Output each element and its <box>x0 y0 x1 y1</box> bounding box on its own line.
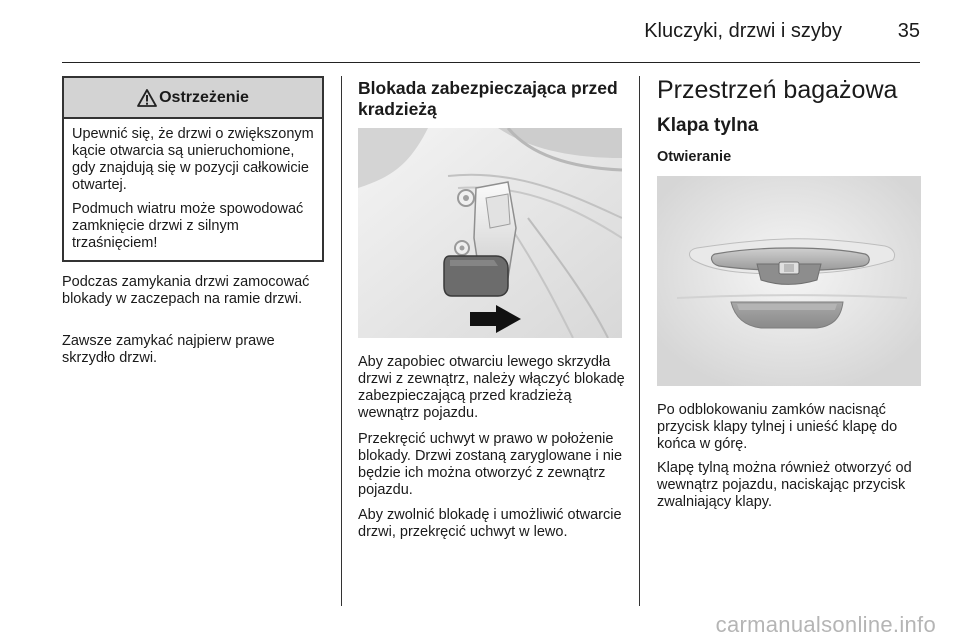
section-title: Przestrzeń bagażowa <box>657 76 898 104</box>
column-divider-right <box>639 76 640 606</box>
subsection-title: Klapa tylna <box>657 115 759 136</box>
warning-triangle-icon <box>137 89 157 107</box>
anti-theft-lock-illustration <box>358 128 622 338</box>
warning-title: Ostrzeżenie <box>159 88 249 106</box>
page-number: 35 <box>897 20 920 42</box>
warning-box <box>62 76 324 262</box>
warning-header <box>64 78 322 119</box>
tailgate-figure <box>657 176 921 386</box>
warning-paragraph: Podmuch wiatru może spowodować zamknięcie drzwi z silnym trzaśnięciem! <box>72 201 304 251</box>
subheading: Otwieranie <box>657 149 732 165</box>
anti-theft-lock-figure <box>358 128 622 338</box>
warning-paragraph: Upewnić się, że drzwi o zwiększonym kącie otwarcia są unieruchomione, gdy znajdują się w pozycji całkowicie otwartej. <box>72 126 314 193</box>
watermark: carmanualsonline.info <box>715 612 936 637</box>
column-divider-left <box>341 76 342 606</box>
body-paragraph: Zawsze zamykać najpierw prawe skrzydło drzwi. <box>62 333 275 366</box>
body-paragraph: Klapę tylną można również otworzyć od wewnątrz pojazdu, naciskając przycisk zwalniający klapy. <box>657 460 912 510</box>
body-paragraph: Aby zapobiec otwarciu lewego skrzydła drzwi z zewnątrz, należy włączyć blokadę zabezpieczającą przed kradzieżą wewnątrz pojazdu. <box>358 354 625 421</box>
page-header <box>62 0 920 63</box>
section-heading: Blokada zabezpieczająca przed kradzieżą <box>358 78 618 119</box>
body-paragraph: Podczas zamykania drzwi zamocować blokady w zaczepach na ramie drzwi. <box>62 274 310 307</box>
body-paragraph: Po odblokowaniu zamków nacisnąć przycisk klapy tylnej i unieść klapę do końca w górę. <box>657 402 898 452</box>
body-paragraph: Przekręcić uchwyt w prawo w położenie blokady. Drzwi zostaną zaryglowane i nie będzie ich można otworzyć z zewnątrz pojazdu. <box>358 431 623 498</box>
tailgate-handle-illustration <box>657 176 921 386</box>
body-paragraph: Aby zwolnić blokadę i umożliwić otwarcie drzwi, przekręcić uchwyt w lewo. <box>358 507 622 540</box>
warning-body <box>64 119 322 252</box>
chapter-title: Kluczyki, drzwi i szyby <box>644 20 842 42</box>
